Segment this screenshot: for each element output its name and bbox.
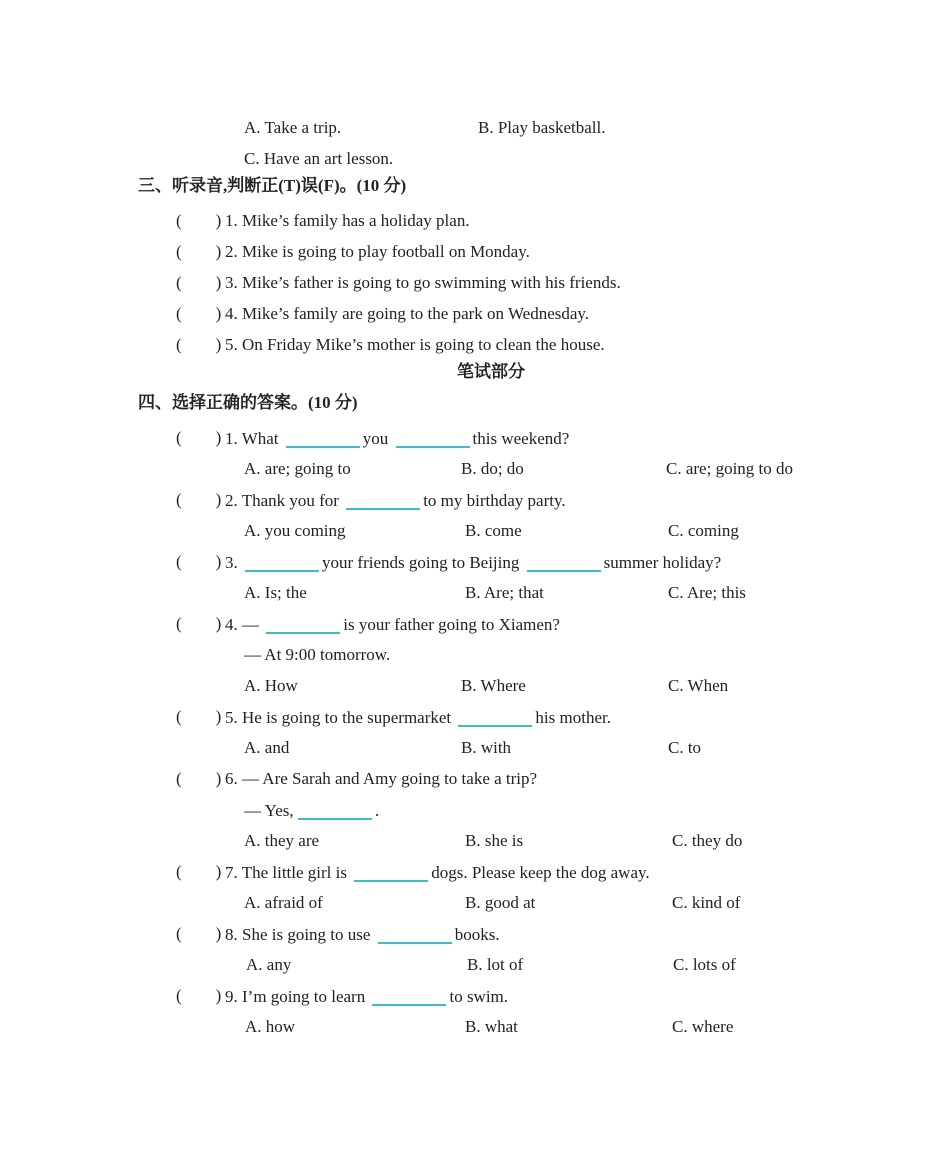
q5-option-a: A. and	[244, 738, 290, 757]
blank[interactable]	[354, 862, 428, 882]
answer-paren: ( )	[176, 986, 222, 1005]
blank[interactable]	[286, 428, 360, 448]
tf-item-5: 5. On Friday Mike’s mother is going to clean the house.	[225, 335, 605, 354]
answer-paren: ( )	[176, 242, 222, 261]
q3-option-b: B. Are; that	[465, 583, 544, 602]
q4-option-a: A. How	[244, 676, 298, 695]
q1-option-c: C. are; going to do	[666, 459, 794, 478]
q6-option-c: C. they do	[672, 831, 743, 850]
tf-item-4: 4. Mike’s family are going to the park on Wednesday.	[225, 304, 590, 323]
q7-option-b: B. good at	[465, 893, 536, 912]
section-4-title: 四、选择正确的答案。(10 分)	[138, 393, 358, 412]
answer-paren: ( )	[176, 490, 222, 509]
q9-option-c: C. where	[672, 1017, 734, 1036]
question-2: 2. Thank you for to my birthday party.	[225, 491, 566, 510]
q7-option-a: A. afraid of	[244, 893, 323, 912]
q4-answer-line: — At 9:00 tomorrow.	[244, 645, 391, 664]
blank[interactable]	[396, 428, 470, 448]
answer-paren: ( )	[176, 428, 222, 447]
blank[interactable]	[458, 707, 532, 727]
answer-paren: ( )	[176, 924, 222, 943]
q5-option-b: B. with	[461, 738, 512, 757]
answer-paren: ( )	[176, 335, 222, 354]
q6-answer-line: — Yes, .	[244, 801, 380, 820]
question-8: 8. She is going to use books.	[225, 925, 500, 944]
tf-item-2: 2. Mike is going to play football on Monday.	[225, 242, 530, 261]
answer-paren: ( )	[176, 614, 222, 633]
blank[interactable]	[372, 986, 446, 1006]
option-b: B. Play basketball.	[478, 118, 606, 137]
q9-option-a: A. how	[245, 1017, 296, 1036]
q8-option-c: C. lots of	[673, 955, 736, 974]
question-3: 3. your friends going to Beijing summer holiday?	[225, 553, 722, 572]
q7-option-c: C. kind of	[672, 893, 741, 912]
q5-option-c: C. to	[668, 738, 702, 757]
answer-paren: ( )	[176, 862, 222, 881]
q4-option-c: C. When	[668, 676, 729, 695]
written-part-title: 笔试部分	[457, 362, 525, 381]
q3-option-c: C. Are; this	[668, 583, 746, 602]
q8-option-a: A. any	[246, 955, 292, 974]
q9-option-b: B. what	[465, 1017, 518, 1036]
q2-option-b: B. come	[465, 521, 522, 540]
tf-item-1: 1. Mike’s family has a holiday plan.	[225, 211, 470, 230]
blank[interactable]	[527, 552, 601, 572]
q1-option-b: B. do; do	[461, 459, 524, 478]
question-7: 7. The little girl is dogs. Please keep the dog away.	[225, 863, 650, 882]
answer-paren: ( )	[176, 304, 222, 323]
answer-paren: ( )	[176, 552, 222, 571]
q3-option-a: A. Is; the	[244, 583, 307, 602]
blank[interactable]	[346, 490, 420, 510]
question-4: 4. — is your father going to Xiamen?	[225, 615, 560, 634]
q1-option-a: A. are; going to	[244, 459, 351, 478]
q2-option-a: A. you coming	[244, 521, 346, 540]
q8-option-b: B. lot of	[467, 955, 524, 974]
blank[interactable]	[298, 800, 372, 820]
option-c: C. Have an art lesson.	[244, 149, 394, 168]
section-3-title: 三、听录音,判断正(T)误(F)。(10 分)	[138, 176, 407, 195]
question-9: 9. I’m going to learn to swim.	[225, 987, 509, 1006]
question-6: 6. — Are Sarah and Amy going to take a trip?	[225, 769, 538, 788]
q2-option-c: C. coming	[668, 521, 739, 540]
blank[interactable]	[245, 552, 319, 572]
blank[interactable]	[266, 614, 340, 634]
option-a: A. Take a trip.	[244, 118, 342, 137]
answer-paren: ( )	[176, 707, 222, 726]
tf-item-3: 3. Mike’s father is going to go swimming with his friends.	[225, 273, 621, 292]
q4-option-b: B. Where	[461, 676, 526, 695]
q6-option-b: B. she is	[465, 831, 524, 850]
answer-paren: ( )	[176, 211, 222, 230]
answer-paren: ( )	[176, 769, 222, 788]
blank[interactable]	[378, 924, 452, 944]
question-5: 5. He is going to the supermarket his mother.	[225, 708, 611, 727]
question-1: 1. What you this weekend?	[225, 429, 570, 448]
answer-paren: ( )	[176, 273, 222, 292]
q6-option-a: A. they are	[244, 831, 320, 850]
